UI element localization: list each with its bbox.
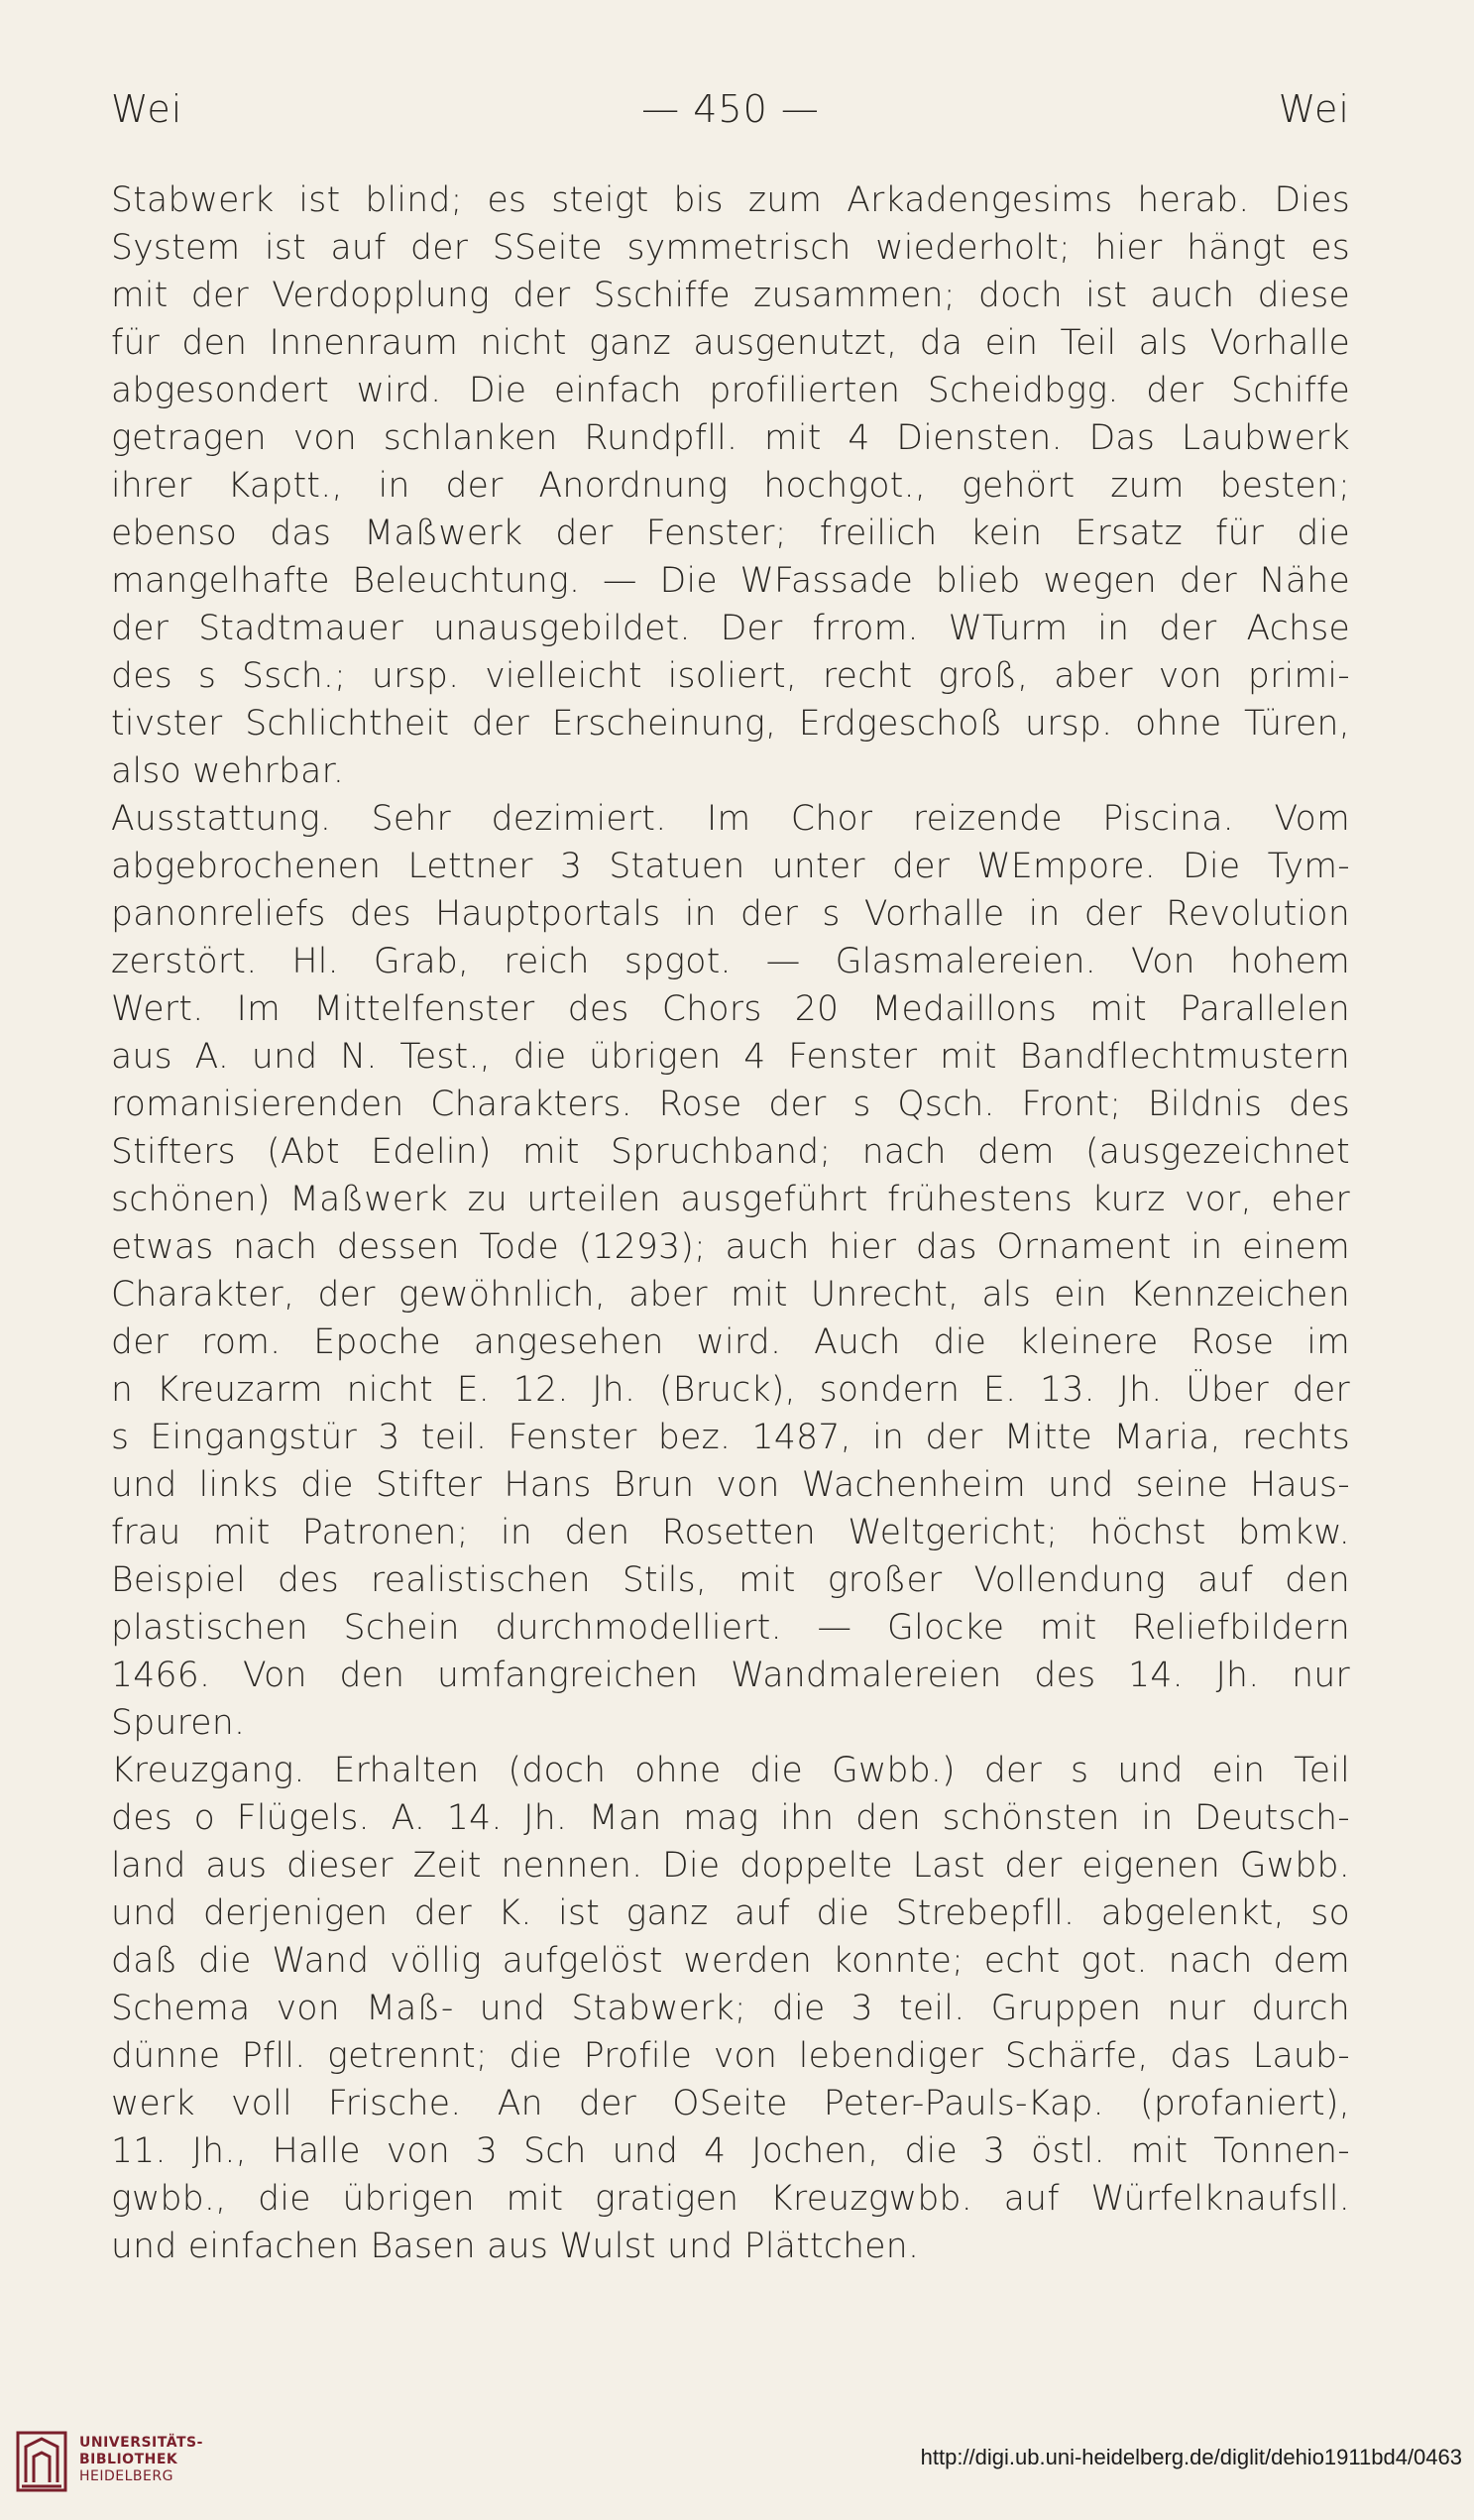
text-line: tivster Schlichtheit der Erscheinung, Erdgeschoß ursp. ohne Türen, <box>111 704 1350 744</box>
logo-line-2: BIBLIOTHEK <box>79 2452 178 2467</box>
header-left-keyword: Wei <box>111 87 183 131</box>
source-url-link[interactable]: http://digi.ub.uni-heidelberg.de/diglit/dehio1911bd4/0463 <box>920 2445 1462 2469</box>
text-line: s Eingangstür 3 teil. Fenster bez. 1487, in der Mitte Maria, rechts <box>111 1418 1350 1457</box>
library-name <box>79 2435 203 2485</box>
text-line: 11. Jh., Halle von 3 Sch und 4 Jochen, die 3 östl. mit Tonnen- <box>111 2131 1350 2171</box>
text-line: und links die Stifter Hans Brun von Wachenheim und seine Haus- <box>111 1465 1350 1505</box>
text-line: des s Ssch.; ursp. vielleicht isoliert, recht groß, aber von primi- <box>111 656 1350 696</box>
text-line: Ausstattung. Sehr dezimiert. Im Chor reizende Piscina. Vom <box>111 799 1350 839</box>
text-line: mangelhafte Beleuchtung. — Die WFassade blieb wegen der Nähe <box>111 561 1350 601</box>
text-line: n Kreuzarm nicht E. 12. Jh. (Bruck), sondern E. 13. Jh. Über der <box>111 1370 1350 1410</box>
text-line: also wehrbar. <box>111 751 345 791</box>
text-line: für den Innenraum nicht ganz ausgenutzt, da ein Teil als Vorhalle <box>111 323 1350 363</box>
library-seal-icon <box>16 2427 67 2496</box>
header-right-keyword: Wei <box>1278 87 1350 131</box>
text-line: abgesondert wird. Die einfach profilierten Scheidbgg. der Schiffe <box>111 371 1350 410</box>
text-line: schönen) Maßwerk zu urteilen ausgeführt frühestens kurz vor, eher <box>111 1180 1350 1219</box>
text-line: und einfachen Basen aus Wulst und Plättchen. <box>111 2227 920 2266</box>
text-line: der rom. Epoche angesehen wird. Auch die kleinere Rose im <box>111 1322 1350 1362</box>
library-logo[interactable] <box>16 2427 204 2496</box>
logo-line-3: HEIDELBERG <box>79 2468 173 2484</box>
text-line: romanisierenden Charakters. Rose der s Qsch. Front; Bildnis des <box>111 1085 1350 1124</box>
text-line: Schema von Maß- und Stabwerk; die 3 teil. Gruppen nur durch <box>111 1989 1350 2028</box>
text-line: des o Flügels. A. 14. Jh. Man mag ihn den schönsten in Deutsch- <box>111 1798 1350 1838</box>
text-line: Stifters (Abt Edelin) mit Spruchband; nach dem (ausgezeichnet <box>111 1132 1350 1172</box>
text-line: plastischen Schein durchmodelliert. — Glocke mit Reliefbildern <box>111 1608 1350 1648</box>
text-line: Kreuzgang. Erhalten (doch ohne die Gwbb.) der s und ein Teil <box>111 1751 1350 1790</box>
text-line: Beispiel des realistischen Stils, mit großer Vollendung auf den <box>111 1560 1350 1600</box>
text-line: dünne Pfll. getrennt; die Profile von lebendiger Schärfe, das Laub- <box>111 2036 1350 2076</box>
text-line: aus A. und N. Test., die übrigen 4 Fenster mit Bandflechtmustern <box>111 1037 1350 1077</box>
text-line: land aus dieser Zeit nennen. Die doppelte Last der eigenen Gwbb. <box>111 1846 1350 1886</box>
page-number: — 450 — <box>641 87 820 131</box>
text-line: und derjenigen der K. ist ganz auf die Strebepfll. abgelenkt, so <box>111 1893 1350 1933</box>
text-line: ihrer Kaptt., in der Anordnung hochgot., gehört zum besten; <box>111 466 1350 506</box>
text-line: mit der Verdopplung der Sschiffe zusammen; doch ist auch diese <box>111 276 1350 315</box>
text-line: gwbb., die übrigen mit gratigen Kreuzgwbb. auf Würfelknaufsll. <box>111 2179 1350 2219</box>
text-line: Stabwerk ist blind; es steigt bis zum Arkadengesims herab. Dies <box>111 180 1350 220</box>
text-line: getragen von schlanken Rundpfll. mit 4 Diensten. Das Laubwerk <box>111 418 1350 458</box>
text-line: werk voll Frische. An der OSeite Peter-Pauls-Kap. (profaniert), <box>111 2084 1350 2123</box>
logo-line-1: UNIVERSITÄTS- <box>79 2435 203 2451</box>
text-line: Spuren. <box>111 1703 246 1743</box>
body-text <box>111 176 1350 2270</box>
text-line: zerstört. Hl. Grab, reich spgot. — Glasmalereien. Von hohem <box>111 942 1350 981</box>
text-line: panonreliefs des Hauptportals in der s Vorhalle in der Revolution <box>111 894 1350 934</box>
text-line: etwas nach dessen Tode (1293); auch hier das Ornament in einem <box>111 1227 1350 1267</box>
text-line: Wert. Im Mittelfenster des Chors 20 Medaillons mit Parallelen <box>111 989 1350 1029</box>
text-line: Charakter, der gewöhnlich, aber mit Unrecht, als ein Kennzeichen <box>111 1275 1350 1315</box>
text-line: frau mit Patronen; in den Rosetten Weltgericht; höchst bmkw. <box>111 1513 1350 1552</box>
text-line: System ist auf der SSeite symmetrisch wiederholt; hier hängt es <box>111 228 1350 268</box>
text-line: abgebrochenen Lettner 3 Statuen unter der WEmpore. Die Tym- <box>111 847 1350 886</box>
text-line: ebenso das Maßwerk der Fenster; freilich kein Ersatz für die <box>111 514 1350 553</box>
text-line: daß die Wand völlig aufgelöst werden konnte; echt got. nach dem <box>111 1941 1350 1981</box>
text-line: der Stadtmauer unausgebildet. Der frrom. WTurm in der Achse <box>111 609 1350 648</box>
text-line: 1466. Von den umfangreichen Wandmalereien des 14. Jh. nur <box>111 1656 1350 1695</box>
page-header <box>111 87 1350 137</box>
